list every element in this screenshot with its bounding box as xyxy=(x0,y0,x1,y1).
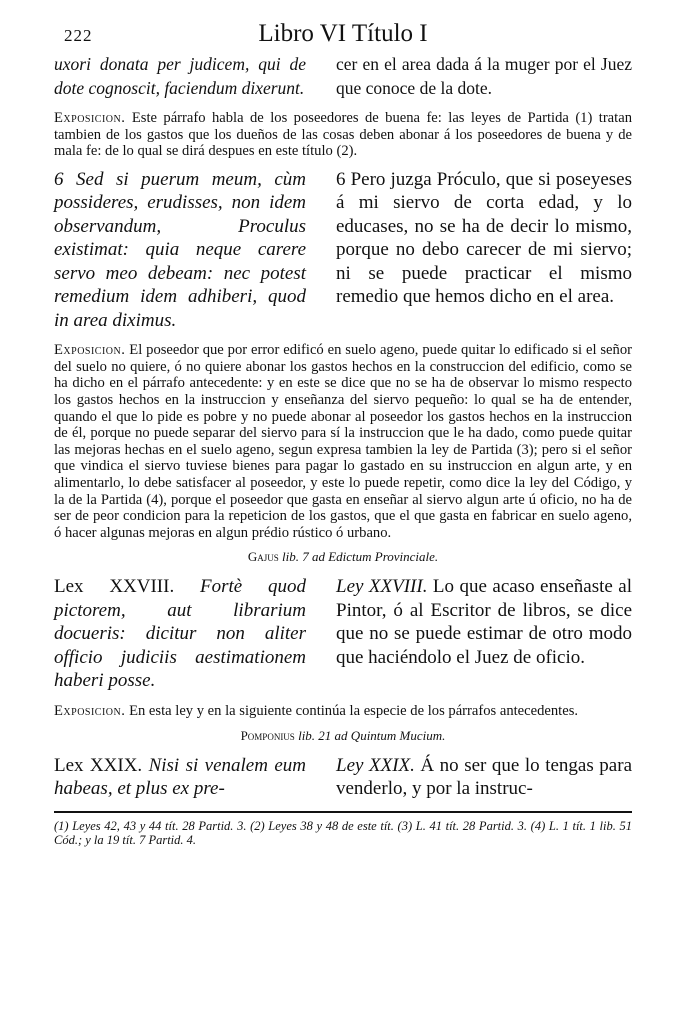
exposition-text: Este párrafo habla de los poseedores de buena fe: las leyes de Partida (1) tratan tambien de los gastos que los dueños de las cosas deben abonar á los poseedores de buena y de mala fe: de lo qual se dirá despues en este título (2). xyxy=(54,110,632,160)
spanish-body: Á no ser que lo tengas para venderlo, y por la instruc- xyxy=(336,754,632,799)
exposition-3 xyxy=(54,703,632,720)
footnote-rule xyxy=(54,811,632,813)
lex-29 xyxy=(54,754,632,801)
latin-body: Fortè quod pictorem, aut librarium docueris: dicitur non aliter officio judiciis aestimationem haberi posse. xyxy=(54,576,306,692)
latin-text: uxori donata per judicem, qui de dote cognoscit, faciendum dixerunt. xyxy=(54,54,306,98)
source-author: Pomponius xyxy=(240,727,295,743)
spanish-text: 6 Pero juzga Próculo, que si poseyeses á mi siervo de corta edad, y lo educases, no se ha de decir lo mismo, porque no debo carecer de mi siervo; ni se puede practicar el mismo remedio que hemos dicho en el area. xyxy=(336,168,632,308)
exposition-text: En esta ley y en la siguiente continúa la especie de los párrafos antecedentes. xyxy=(129,702,579,719)
source-reference: lib. 7 ad Edictum Provinciale. xyxy=(281,549,439,565)
exposition-1 xyxy=(54,110,632,160)
running-title: Libro VI Título I xyxy=(258,20,428,47)
exposition-2 xyxy=(54,342,632,541)
exposition-label: Exposicion. xyxy=(54,342,126,359)
spanish-text xyxy=(336,575,632,693)
latin-text xyxy=(54,754,306,801)
spanish-text xyxy=(336,754,632,801)
page xyxy=(54,18,632,847)
lex-28 xyxy=(54,575,632,693)
page-number: 222 xyxy=(64,26,93,45)
latin-text: 6 Sed si puerum meum, cùm possideres, erudisses, non idem observandum, Proculus existimat: quia neque carere servo meo debeam: nec potest remedium idem adhiberi, quod in area diximus. xyxy=(54,168,306,331)
source-author: Gajus xyxy=(247,549,279,565)
latin-body: Nisi si venalem eum habeas, et plus ex pre- xyxy=(54,754,306,799)
lex-label: Lex XXVIII. xyxy=(54,576,175,598)
exposition-label: Exposicion. xyxy=(54,702,126,719)
paragraph-6 xyxy=(54,168,632,333)
source-citation-1 xyxy=(54,549,632,565)
lex-label: Lex XXIX. xyxy=(54,754,143,776)
source-reference: lib. 21 ad Quintum Mucium. xyxy=(298,727,446,743)
paragraph-5-end xyxy=(54,52,632,100)
exposition-label: Exposicion. xyxy=(54,110,126,126)
exposition-text: El poseedor que por error edificó en suelo ageno, puede quitar lo edificado si el señor del suelo no quiere, ó no quiere abonar los gastos hechos en la construccion del edificio, como se ha dicho en el párrafo antecedente: y en este se dice que no se ha de observar lo mismo respecto los gastos hechos en la instruccion y enseñanza del siervo pequeño: lo qual se ha de entender, quando el que lo pide es pobre y no puede abonar al poseedor los gastos hechos en la instruccion de él, porque no puede separar del siervo para sí la instruccion que le ha dado, como puede quitar las mejoras hechas en el suelo ageno, segun expresa tambien la ley de Partida (3); pero si el señor que vindica el siervo tuviese bienes para pagar lo gastado en su instruccion en algun arte, y en alimentarlo, lo debe satisfacer al poseedor, y este lo puede repetir, como dice la ley del Código, y la de la Partida (4), porque el poseedor que gasta en enseñar al siervo algun arte ú oficio, no ha de ser de peor condicion para la repeticion de los gastos, que el que gasta en fabricar en suelo ageno, ó hacer algunas mejoras en algun prédio rústico ó urbano. xyxy=(54,342,632,541)
footnotes: (1) Leyes 42, 43 y 44 tít. 28 Partid. 3. (2) Leyes 38 y 48 de este tít. (3) L. 41 tít. 28 Partid. 3. (4) L. 1 tít. 1 lib. 51 Cód.; y la 19 tít. 7 Partid. 4. xyxy=(54,818,632,847)
source-citation-2 xyxy=(54,728,632,744)
page-header xyxy=(54,18,632,52)
ley-label: Ley XXVIII. xyxy=(336,576,428,598)
spanish-body: Lo que acaso enseñaste al Pintor, ó al Escritor de libros, se dice que no se puede estimar de otro modo que haciéndolo el Juez de oficio. xyxy=(336,576,633,668)
latin-text xyxy=(54,575,306,693)
spanish-text: cer en el area dada á la muger por el Juez que conoce de la dote. xyxy=(336,54,632,98)
ley-label: Ley XXIX. xyxy=(336,754,415,776)
